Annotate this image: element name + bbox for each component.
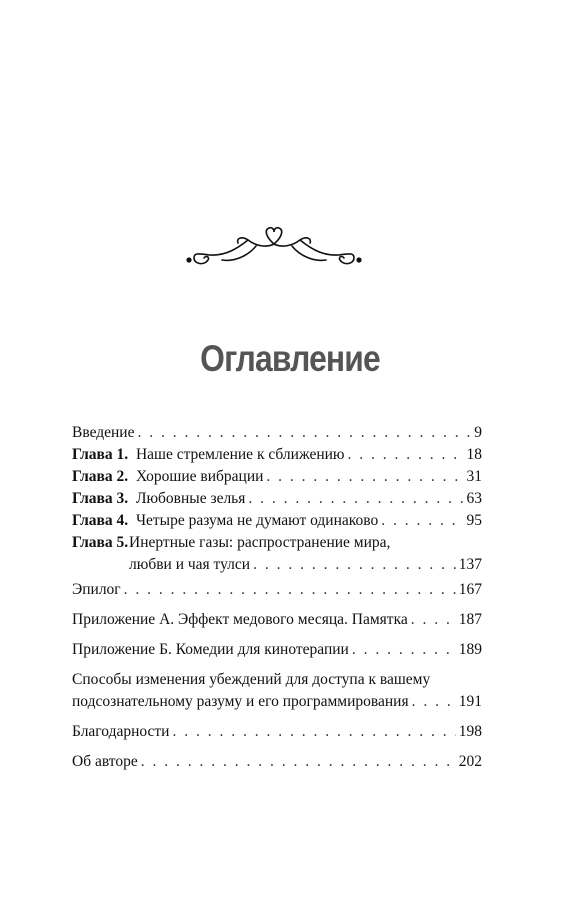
toc-label: Эпилог bbox=[72, 581, 121, 598]
toc-label: Приложение А. Эффект медового месяца. Памятка bbox=[72, 611, 408, 628]
toc-page-number: 198 bbox=[458, 723, 482, 740]
toc-label: Об авторе bbox=[72, 753, 138, 770]
chapter-number: Глава 5. bbox=[72, 534, 129, 551]
leader-dots bbox=[412, 691, 456, 713]
leader-dots bbox=[141, 751, 456, 773]
toc-entry-chapter-1[interactable] bbox=[72, 444, 482, 466]
toc-label-line-1: Инертные газы: распространение мира, bbox=[129, 534, 391, 551]
leader-dots bbox=[348, 444, 464, 466]
chapter-number: Глава 4. bbox=[72, 512, 129, 529]
toc-page-number: 191 bbox=[458, 693, 482, 710]
toc-page-number: 187 bbox=[458, 611, 482, 628]
toc-entry-methods[interactable] bbox=[72, 669, 482, 713]
toc-entry-chapter-4[interactable] bbox=[72, 510, 482, 532]
toc-page-number: 167 bbox=[458, 581, 482, 598]
toc-label-line-2: любви и чая тулси bbox=[129, 556, 251, 573]
toc-page-number: 31 bbox=[466, 468, 482, 485]
leader-dots bbox=[172, 721, 455, 743]
toc-label: Наше стремление к сближению bbox=[135, 446, 345, 463]
toc-entry-about-author[interactable] bbox=[72, 751, 482, 773]
toc-label: Введение bbox=[72, 424, 135, 441]
toc-label: Хорошие вибрации bbox=[135, 468, 264, 485]
toc-label-line-2: подсознательному разуму и его программирования bbox=[72, 693, 409, 710]
leader-dots bbox=[137, 422, 471, 444]
toc-page-number: 95 bbox=[466, 512, 482, 529]
page-title: Оглавление bbox=[200, 338, 380, 379]
toc-entry-epilogue[interactable] bbox=[72, 579, 482, 601]
leader-dots bbox=[411, 609, 456, 631]
toc-entry-chapter-5[interactable] bbox=[72, 532, 482, 576]
toc-entry-appendix-a[interactable] bbox=[72, 609, 482, 631]
toc-label-line-1: Способы изменения убеждений для доступа к вашему bbox=[72, 671, 431, 688]
toc-entry-intro[interactable] bbox=[72, 422, 482, 444]
toc-page-number: 137 bbox=[458, 556, 482, 573]
toc-page-number: 18 bbox=[466, 446, 482, 463]
leader-dots bbox=[248, 488, 463, 510]
leader-dots bbox=[253, 554, 456, 576]
toc-page-number: 9 bbox=[474, 424, 482, 441]
toc-entry-appendix-b[interactable] bbox=[72, 639, 482, 661]
leader-dots bbox=[381, 510, 463, 532]
leader-dots bbox=[266, 466, 463, 488]
chapter-number: Глава 2. bbox=[72, 468, 129, 485]
leader-dots bbox=[124, 579, 456, 601]
toc-label: Четыре разума не думают одинаково bbox=[135, 512, 379, 529]
toc-entry-chapter-2[interactable] bbox=[72, 466, 482, 488]
toc-label: Приложение Б. Комедии для кинотерапии bbox=[72, 641, 349, 658]
leader-dots bbox=[352, 639, 456, 661]
heart-flourish-icon bbox=[182, 222, 366, 272]
chapter-number: Глава 3. bbox=[72, 490, 129, 507]
toc-label: Любовные зелья bbox=[135, 490, 246, 507]
toc-page-number: 63 bbox=[466, 490, 482, 507]
toc-label: Благодарности bbox=[72, 723, 170, 740]
toc-entry-acknowledgements[interactable] bbox=[72, 721, 482, 743]
toc-page-number: 202 bbox=[458, 753, 482, 770]
table-of-contents bbox=[72, 422, 482, 773]
toc-page-number: 189 bbox=[458, 641, 482, 658]
toc-entry-chapter-3[interactable] bbox=[72, 488, 482, 510]
chapter-number: Глава 1. bbox=[72, 446, 129, 463]
